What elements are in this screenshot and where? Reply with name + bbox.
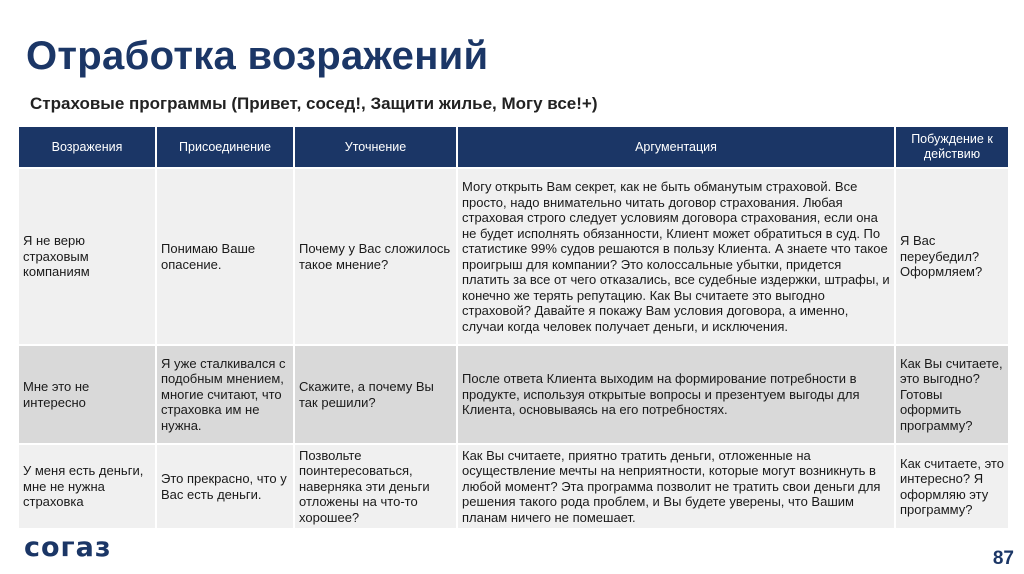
page-subtitle: Страховые программы (Привет, сосед!, Защити жилье, Могу все!+) — [30, 94, 598, 113]
column-header-call-to-action: Побуждение к действию — [896, 127, 1008, 167]
objections-table — [17, 125, 1010, 530]
cell-argument: Как Вы считаете, приятно тратить деньги, отложенные на осуществление мечты на неприятности, которые могут возникнуть в любой момент? Эта программа позволит не тратить свои деньги для решения такого рода проблем, и Вы будете уверены, что Вашим планам ничего не помешает. — [458, 445, 894, 528]
page-number: 87 — [992, 548, 1014, 569]
cell-objection: Я не верю страховым компаниям — [19, 169, 155, 344]
cell-objection: Мне это не интересно — [19, 346, 155, 443]
cell-clarification: Скажите, а почему Вы так решили? — [295, 346, 456, 443]
cell-action: Как Вы считаете, это выгодно? Готовы оформить программу? — [896, 346, 1008, 443]
sogaz-logo: согаз — [24, 532, 112, 563]
page-title: Отработка возражений — [26, 34, 489, 78]
cell-action: Как считаете, это интересно? Я оформляю эту программу? — [896, 445, 1008, 528]
column-header-objections: Возражения — [19, 127, 155, 167]
cell-clarification: Позвольте поинтересоваться, наверняка эти деньги отложены на что-то хорошее? — [295, 445, 456, 528]
cell-joining: Понимаю Ваше опасение. — [157, 169, 293, 344]
table-header-row — [19, 127, 1008, 167]
cell-clarification: Почему у Вас сложилось такое мнение? — [295, 169, 456, 344]
cell-argument: После ответа Клиента выходим на формирование потребности в продукте, используя открытые вопросы и презентуем выгоды для Клиента, основываясь на его потребностях. — [458, 346, 894, 443]
cell-action: Я Вас переубедил? Оформляем? — [896, 169, 1008, 344]
table-row — [19, 346, 1008, 443]
column-header-argumentation: Аргументация — [458, 127, 894, 167]
table-row — [19, 169, 1008, 344]
column-header-joining: Присоединение — [157, 127, 293, 167]
cell-objection: У меня есть деньги, мне не нужна страховка — [19, 445, 155, 528]
column-header-clarification: Уточнение — [295, 127, 456, 167]
cell-joining: Я уже сталкивался с подобным мнением, многие считают, что страховка им не нужна. — [157, 346, 293, 443]
cell-argument: Могу открыть Вам секрет, как не быть обманутым страховой. Все просто, надо внимательно читать договор страхования. Любая страховая строго следует условиям договора страхования, если она не будет исполнять обязанности, Клиент может обратиться в суд. По статистике 99% судов решаются в пользу Клиента. А знаете что такое проигрыш для компании? Это колоссальные убытки, придется платить за все от чего отказались, все судебные издержки, штрафы, и конечно же терять репутацию. Как Вы считаете это выгодно страховой? Давайте я покажу Вам условия договора, а именно, случаи когда человек получает деньги, и исключения. — [458, 169, 894, 344]
table-row — [19, 445, 1008, 528]
cell-joining: Это прекрасно, что у Вас есть деньги. — [157, 445, 293, 528]
